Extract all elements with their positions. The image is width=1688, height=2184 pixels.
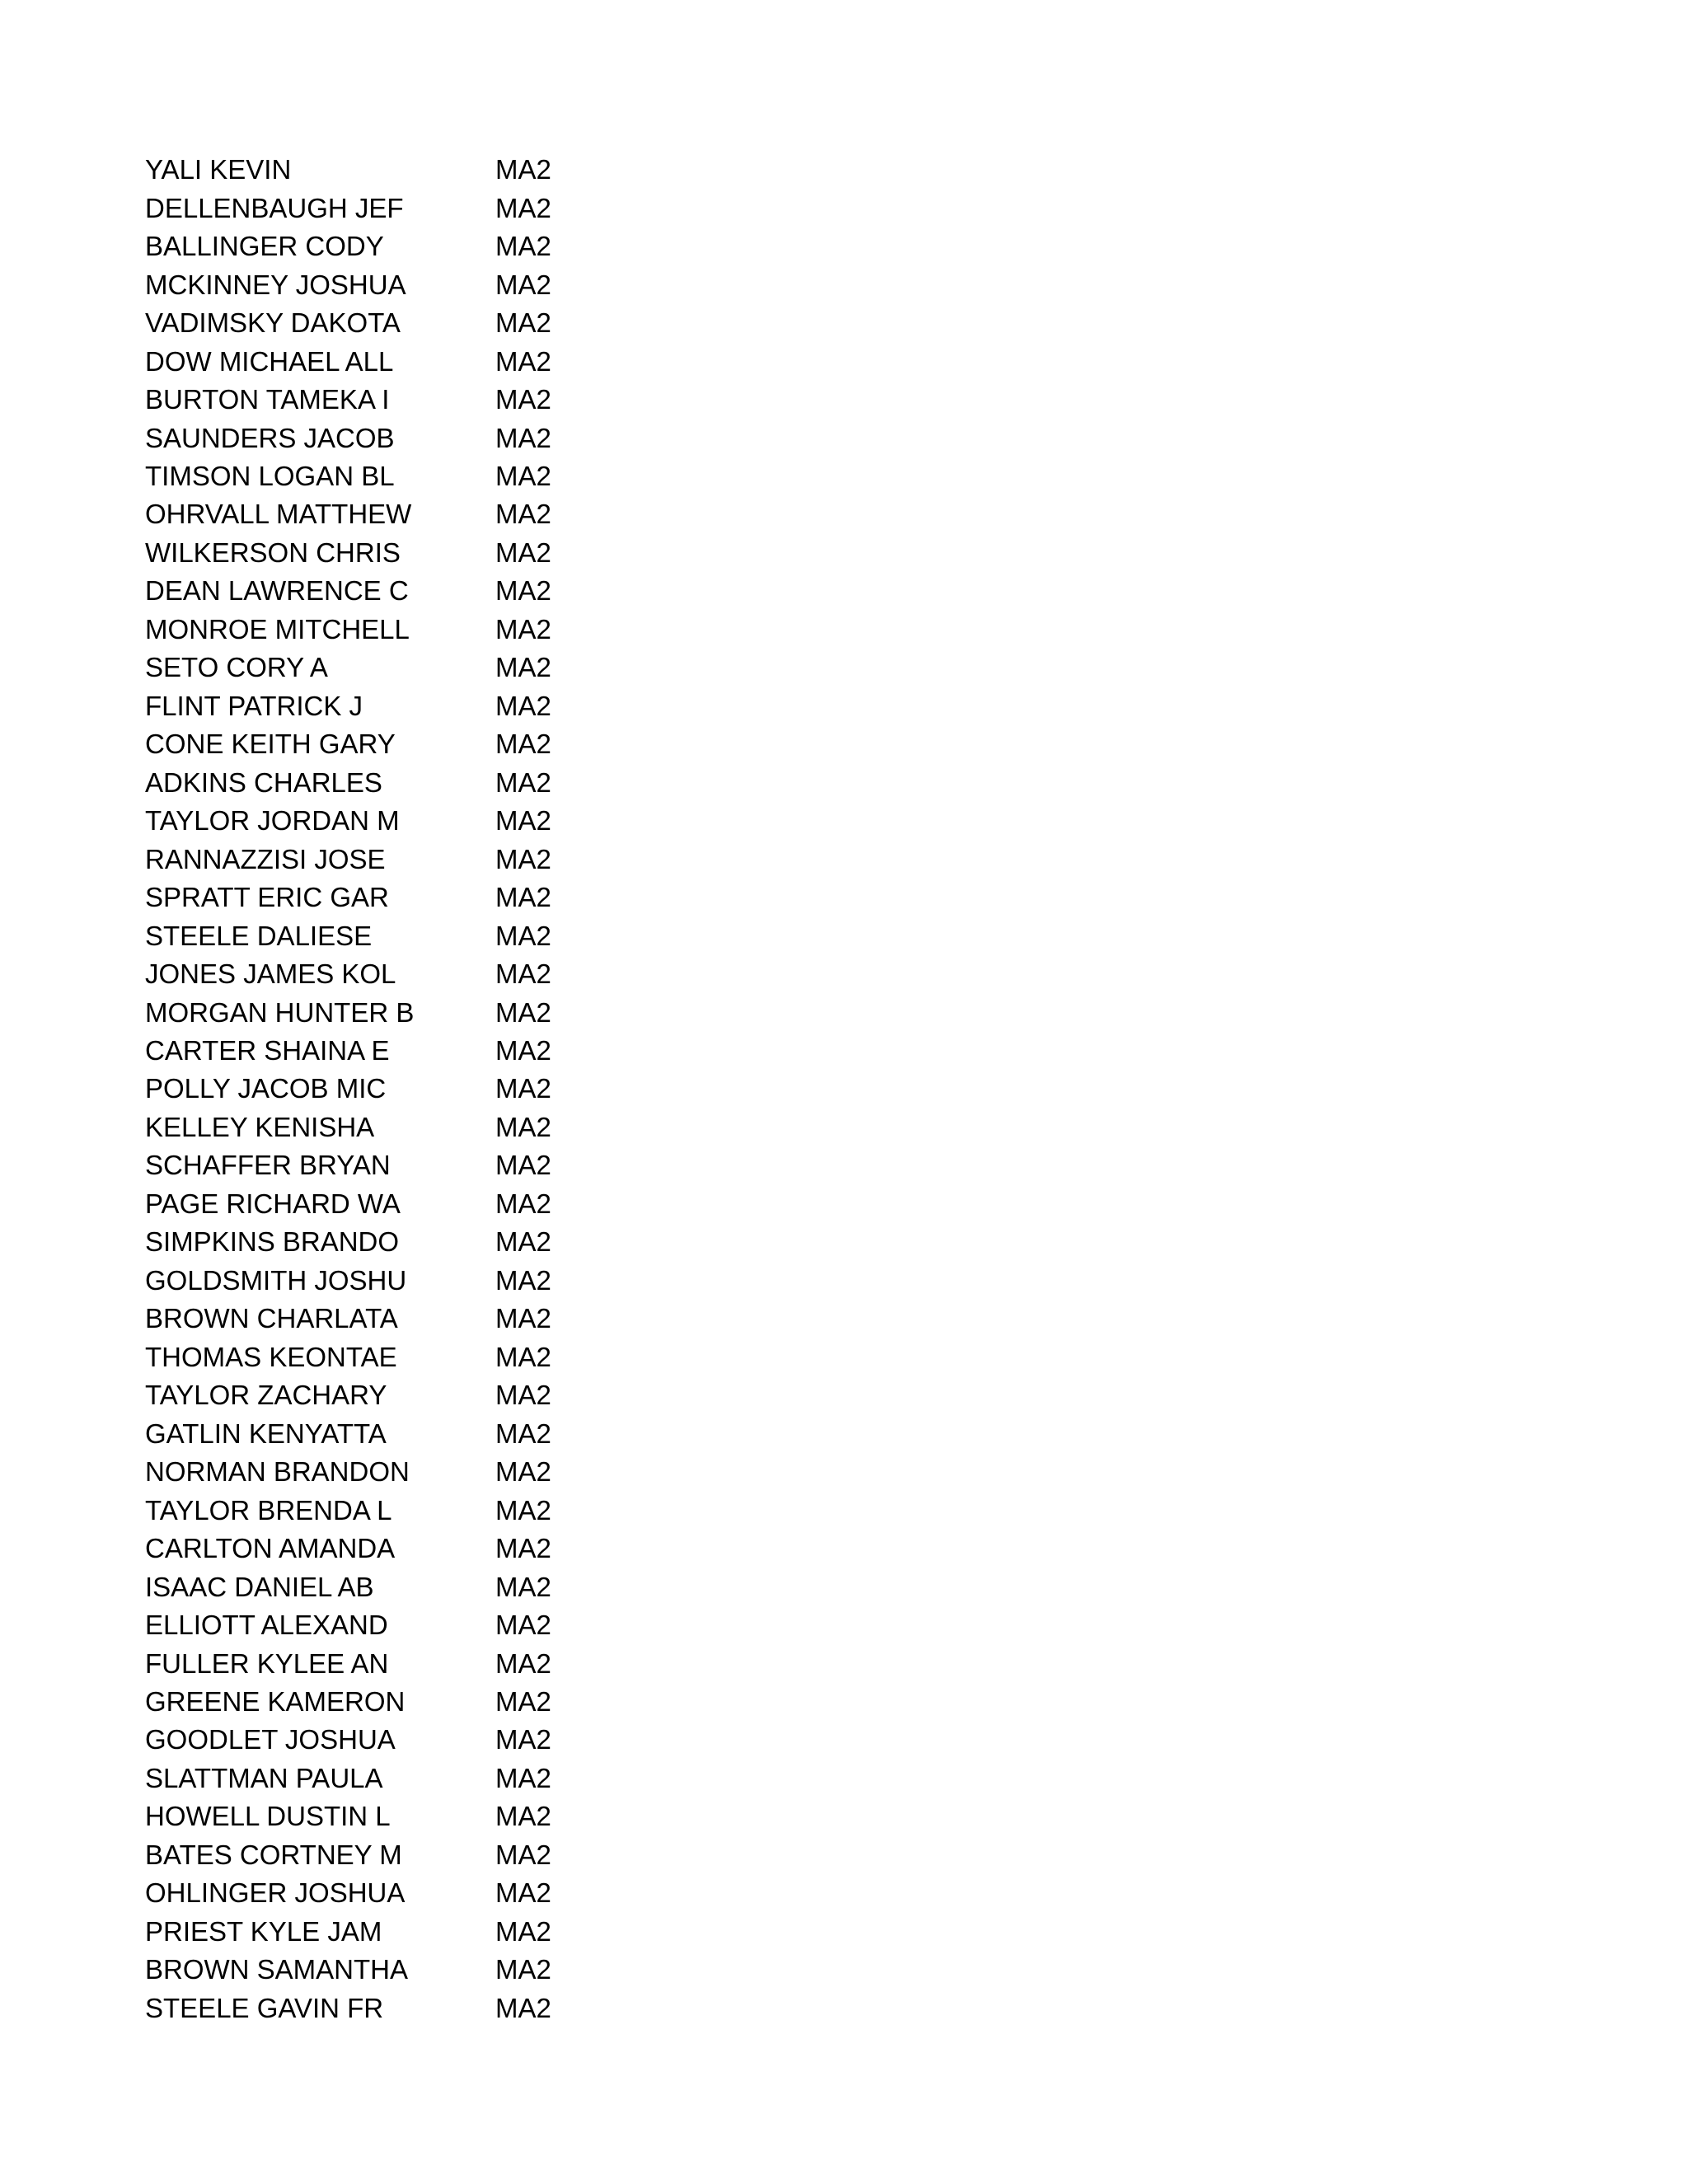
member-name: SAUNDERS JACOB	[145, 422, 395, 453]
roster-row	[145, 1760, 607, 1797]
roster-row	[145, 1990, 607, 2027]
member-rank: MA2	[495, 1303, 551, 1334]
member-name: TAYLOR BRENDA L	[145, 1494, 392, 1526]
roster-row	[145, 1070, 607, 1108]
roster-row	[145, 457, 607, 495]
roster-row	[145, 227, 607, 265]
roster-row	[145, 1262, 607, 1300]
member-rank: MA2	[495, 499, 551, 530]
member-name: JONES JAMES KOL	[145, 958, 396, 990]
member-name: HOWELL DUSTIN L	[145, 1801, 391, 1832]
member-name: MONROE MITCHELL	[145, 613, 410, 644]
member-name: KELLEY KENISHA	[145, 1111, 375, 1142]
roster-row	[145, 1606, 607, 1644]
member-name: BROWN SAMANTHA	[145, 1954, 409, 1985]
member-rank: MA2	[495, 154, 551, 185]
roster-row	[145, 1721, 607, 1759]
member-name: POLLY JACOB MIC	[145, 1073, 387, 1104]
roster-row	[145, 1223, 607, 1261]
roster-row	[145, 1146, 607, 1184]
member-name: ISAAC DANIEL AB	[145, 1571, 374, 1602]
roster-row	[145, 1797, 607, 1835]
roster-row	[145, 611, 607, 649]
roster-row	[145, 1032, 607, 1070]
member-name: MORGAN HUNTER B	[145, 996, 415, 1028]
roster-row	[145, 1683, 607, 1721]
member-rank: MA2	[495, 1762, 551, 1793]
member-name: CONE KEITH GARY	[145, 729, 396, 760]
roster-row	[145, 381, 607, 419]
member-rank: MA2	[495, 729, 551, 760]
member-rank: MA2	[495, 613, 551, 644]
member-rank: MA2	[495, 1380, 551, 1411]
roster-row	[145, 802, 607, 840]
member-rank: MA2	[495, 690, 551, 721]
member-name: THOMAS KEONTAE	[145, 1341, 397, 1372]
member-rank: MA2	[495, 1724, 551, 1755]
member-name: SLATTMAN PAULA	[145, 1762, 383, 1793]
roster-row	[145, 764, 607, 802]
roster-row	[145, 572, 607, 610]
member-name: PRIEST KYLE JAM	[145, 1915, 382, 1947]
member-rank: MA2	[495, 1801, 551, 1832]
member-rank: MA2	[495, 1647, 551, 1679]
roster-row	[145, 840, 607, 878]
member-rank: MA2	[495, 307, 551, 339]
member-rank: MA2	[495, 1035, 551, 1066]
roster-row	[145, 1568, 607, 1605]
member-rank: MA2	[495, 958, 551, 990]
member-name: NORMAN BRANDON	[145, 1456, 410, 1488]
member-name: TAYLOR ZACHARY	[145, 1380, 387, 1411]
roster-row	[145, 1108, 607, 1146]
member-rank: MA2	[495, 843, 551, 874]
member-rank: MA2	[495, 269, 551, 300]
member-rank: MA2	[495, 882, 551, 913]
member-name: SIMPKINS BRANDO	[145, 1226, 400, 1258]
roster-row	[145, 1491, 607, 1529]
member-name: ELLIOTT ALEXAND	[145, 1610, 388, 1641]
member-name: CARLTON AMANDA	[145, 1533, 396, 1564]
roster-list	[145, 151, 607, 2027]
roster-row	[145, 1644, 607, 1682]
roster-row	[145, 265, 607, 303]
member-name: GATLIN KENYATTA	[145, 1418, 387, 1449]
member-name: OHRVALL MATTHEW	[145, 499, 412, 530]
member-rank: MA2	[495, 422, 551, 453]
roster-row	[145, 1453, 607, 1491]
member-name: DEAN LAWRENCE C	[145, 575, 409, 607]
member-rank: MA2	[495, 1610, 551, 1641]
member-rank: MA2	[495, 1188, 551, 1219]
member-rank: MA2	[495, 192, 551, 223]
roster-row	[145, 1874, 607, 1912]
member-name: SCHAFFER BRYAN	[145, 1150, 391, 1181]
roster-row	[145, 993, 607, 1031]
roster-row	[145, 879, 607, 916]
roster-row	[145, 955, 607, 993]
member-rank: MA2	[495, 575, 551, 607]
member-name: BURTON TAMEKA I	[145, 384, 390, 415]
roster-row	[145, 649, 607, 687]
member-name: FULLER KYLEE AN	[145, 1647, 389, 1679]
roster-row	[145, 916, 607, 954]
member-name: PAGE RICHARD WA	[145, 1188, 401, 1219]
roster-row	[145, 1376, 607, 1414]
roster-row	[145, 304, 607, 342]
member-rank: MA2	[495, 1839, 551, 1870]
roster-row	[145, 151, 607, 189]
member-name: YALI KEVIN	[145, 154, 292, 185]
member-rank: MA2	[495, 1533, 551, 1564]
member-rank: MA2	[495, 1685, 551, 1717]
member-rank: MA2	[495, 1992, 551, 2023]
member-rank: MA2	[495, 231, 551, 262]
roster-row	[145, 189, 607, 227]
member-rank: MA2	[495, 1954, 551, 1985]
member-rank: MA2	[495, 1264, 551, 1296]
member-rank: MA2	[495, 652, 551, 683]
member-name: STEELE DALIESE	[145, 920, 373, 951]
member-rank: MA2	[495, 1150, 551, 1181]
member-name: TIMSON LOGAN BL	[145, 460, 395, 491]
member-rank: MA2	[495, 1073, 551, 1104]
member-name: DELLENBAUGH JEF	[145, 192, 404, 223]
member-name: FLINT PATRICK J	[145, 690, 363, 721]
member-name: GREENE KAMERON	[145, 1685, 406, 1717]
roster-row	[145, 419, 607, 457]
member-rank: MA2	[495, 1877, 551, 1909]
roster-row	[145, 342, 607, 380]
roster-row	[145, 1338, 607, 1376]
member-name: GOLDSMITH JOSHU	[145, 1264, 407, 1296]
member-rank: MA2	[495, 345, 551, 377]
roster-row	[145, 1414, 607, 1452]
member-rank: MA2	[495, 384, 551, 415]
member-rank: MA2	[495, 1571, 551, 1602]
member-name: STEELE GAVIN FR	[145, 1992, 384, 2023]
member-rank: MA2	[495, 1341, 551, 1372]
member-rank: MA2	[495, 1915, 551, 1947]
member-name: BATES CORTNEY M	[145, 1839, 402, 1870]
member-name: TAYLOR JORDAN M	[145, 805, 400, 837]
member-name: OHLINGER JOSHUA	[145, 1877, 406, 1909]
member-name: ADKINS CHARLES	[145, 766, 382, 798]
member-name: BALLINGER CODY	[145, 231, 384, 262]
member-name: SPRATT ERIC GAR	[145, 882, 389, 913]
roster-row	[145, 1185, 607, 1223]
roster-row	[145, 1951, 607, 1989]
member-name: CARTER SHAINA E	[145, 1035, 390, 1066]
member-rank: MA2	[495, 460, 551, 491]
member-name: WILKERSON CHRIS	[145, 537, 401, 568]
member-name: MCKINNEY JOSHUA	[145, 269, 406, 300]
roster-row	[145, 495, 607, 533]
member-rank: MA2	[495, 805, 551, 837]
member-name: VADIMSKY DAKOTA	[145, 307, 401, 339]
roster-row	[145, 725, 607, 763]
member-rank: MA2	[495, 1226, 551, 1258]
member-rank: MA2	[495, 920, 551, 951]
member-rank: MA2	[495, 1111, 551, 1142]
member-rank: MA2	[495, 996, 551, 1028]
member-rank: MA2	[495, 766, 551, 798]
member-name: DOW MICHAEL ALL	[145, 345, 394, 377]
member-rank: MA2	[495, 1494, 551, 1526]
member-name: GOODLET JOSHUA	[145, 1724, 396, 1755]
roster-row	[145, 1913, 607, 1951]
member-rank: MA2	[495, 537, 551, 568]
member-name: RANNAZZISI JOSE	[145, 843, 386, 874]
member-name: SETO CORY A	[145, 652, 328, 683]
member-rank: MA2	[495, 1456, 551, 1488]
member-name: BROWN CHARLATA	[145, 1303, 398, 1334]
roster-row	[145, 687, 607, 725]
roster-row	[145, 534, 607, 572]
roster-row	[145, 1530, 607, 1568]
roster-row	[145, 1300, 607, 1338]
member-rank: MA2	[495, 1418, 551, 1449]
roster-row	[145, 1836, 607, 1874]
